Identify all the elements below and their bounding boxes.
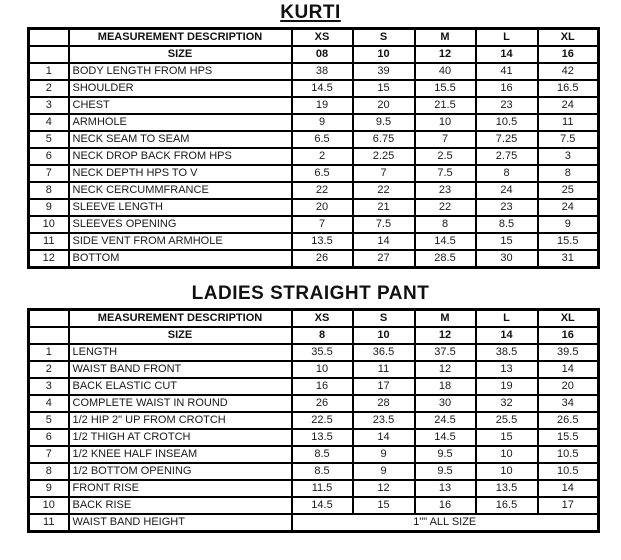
measurement-description-header: MEASUREMENT DESCRIPTION [69, 310, 292, 328]
value-cell: 38 [292, 63, 353, 80]
value-cell: 18 [415, 378, 476, 395]
size-value-cell: 16 [538, 327, 599, 344]
value-cell: 15 [353, 497, 415, 514]
measurement-row [29, 63, 599, 80]
size-value-cell: 14 [476, 46, 538, 63]
measurement-row [29, 114, 599, 131]
row-number-cell: 4 [29, 114, 69, 131]
value-cell: 10 [476, 446, 538, 463]
description-cell: BACK ELASTIC CUT [69, 378, 292, 395]
value-cell: 14.5 [292, 80, 353, 97]
value-cell: 3 [538, 148, 599, 165]
value-cell: 21 [353, 199, 415, 216]
description-cell: SHOULDER [69, 80, 292, 97]
value-cell: 15 [353, 80, 415, 97]
size-column-header: M [415, 29, 476, 47]
value-cell: 40 [415, 63, 476, 80]
description-cell: NECK DEPTH HPS TO V [69, 165, 292, 182]
measurement-row [29, 216, 599, 233]
value-cell: 23 [415, 182, 476, 199]
value-cell: 10 [476, 463, 538, 480]
size-row [29, 327, 599, 344]
size-value-cell: 8 [292, 327, 353, 344]
value-cell: 8 [538, 165, 599, 182]
measurement-row [29, 395, 599, 412]
value-cell: 8.5 [476, 216, 538, 233]
size-column-header: L [476, 29, 538, 47]
value-cell: 20 [353, 97, 415, 114]
size-column-header: XL [538, 29, 599, 47]
value-cell: 16 [476, 80, 538, 97]
description-cell: WAIST BAND FRONT [69, 361, 292, 378]
size-value-cell: 10 [353, 46, 415, 63]
description-cell: BOTTOM [69, 250, 292, 268]
value-cell: 9 [353, 446, 415, 463]
size-value-cell: 16 [538, 46, 599, 63]
value-cell: 7 [415, 131, 476, 148]
row-number-cell: 3 [29, 378, 69, 395]
value-cell: 7.5 [538, 131, 599, 148]
value-cell: 20 [538, 378, 599, 395]
description-cell: WAIST BAND HEIGHT [69, 514, 292, 532]
value-cell: 7 [292, 216, 353, 233]
row-number-cell: 4 [29, 395, 69, 412]
value-cell: 12 [353, 480, 415, 497]
row-number-cell: 7 [29, 165, 69, 182]
value-cell: 7.5 [415, 165, 476, 182]
value-cell: 27 [353, 250, 415, 268]
value-cell: 8 [476, 165, 538, 182]
corner-cell [29, 29, 69, 47]
value-cell: 9.5 [415, 446, 476, 463]
value-cell: 25 [538, 182, 599, 199]
value-cell: 2.25 [353, 148, 415, 165]
row-number-cell: 1 [29, 344, 69, 361]
value-cell: 37.5 [415, 344, 476, 361]
corner-cell [29, 46, 69, 63]
value-cell: 8 [415, 216, 476, 233]
row-number-cell: 5 [29, 131, 69, 148]
size-value-cell: 14 [476, 327, 538, 344]
description-cell: SIDE VENT FROM ARMHOLE [69, 233, 292, 250]
value-cell: 24 [538, 97, 599, 114]
value-cell: 14 [353, 233, 415, 250]
size-value-cell: 12 [415, 327, 476, 344]
value-cell: 14 [353, 429, 415, 446]
measurement-row [29, 250, 599, 268]
value-cell: 2.75 [476, 148, 538, 165]
column-header-row [29, 310, 599, 328]
measurement-row [29, 233, 599, 250]
column-header-row [29, 29, 599, 47]
description-cell: 1/2 KNEE HALF INSEAM [69, 446, 292, 463]
pant-measurement-table [27, 308, 600, 533]
description-cell: SLEEVES OPENING [69, 216, 292, 233]
kurti-title: KURTI [280, 2, 341, 23]
size-column-header: M [415, 310, 476, 328]
value-cell: 36.5 [353, 344, 415, 361]
value-cell: 11.5 [292, 480, 353, 497]
size-value-cell: 10 [353, 327, 415, 344]
row-number-cell: 7 [29, 446, 69, 463]
value-cell: 14 [538, 361, 599, 378]
value-cell: 13.5 [476, 480, 538, 497]
description-cell: FRONT RISE [69, 480, 292, 497]
description-cell: NECK CERCUMMFRANCE [69, 182, 292, 199]
description-cell: 1/2 BOTTOM OPENING [69, 463, 292, 480]
value-cell: 23 [476, 199, 538, 216]
value-cell: 22 [415, 199, 476, 216]
merged-value-cell: 1"" ALL SIZE [292, 514, 599, 532]
value-cell: 16.5 [538, 80, 599, 97]
measurement-row [29, 429, 599, 446]
size-column-header: S [353, 310, 415, 328]
value-cell: 14.5 [292, 497, 353, 514]
row-number-cell: 10 [29, 216, 69, 233]
measurement-row [29, 463, 599, 480]
row-number-cell: 12 [29, 250, 69, 268]
size-column-header: XL [538, 310, 599, 328]
description-cell: BODY LENGTH FROM HPS [69, 63, 292, 80]
value-cell: 24 [538, 199, 599, 216]
row-number-cell: 2 [29, 80, 69, 97]
value-cell: 10.5 [538, 463, 599, 480]
measurement-row [29, 412, 599, 429]
corner-cell [29, 310, 69, 328]
value-cell: 15.5 [538, 233, 599, 250]
description-cell: ARMHOLE [69, 114, 292, 131]
measurement-row [29, 344, 599, 361]
value-cell: 31 [538, 250, 599, 268]
size-value-cell: 08 [292, 46, 353, 63]
description-cell: BACK RISE [69, 497, 292, 514]
value-cell: 9 [353, 463, 415, 480]
value-cell: 10.5 [476, 114, 538, 131]
value-cell: 16 [292, 378, 353, 395]
size-row-label: SIZE [69, 46, 292, 63]
value-cell: 15 [476, 429, 538, 446]
value-cell: 38.5 [476, 344, 538, 361]
value-cell: 2.5 [415, 148, 476, 165]
value-cell: 42 [538, 63, 599, 80]
value-cell: 15.5 [415, 80, 476, 97]
measurement-row [29, 361, 599, 378]
value-cell: 41 [476, 63, 538, 80]
row-number-cell: 9 [29, 480, 69, 497]
value-cell: 26 [292, 395, 353, 412]
value-cell: 7 [353, 165, 415, 182]
value-cell: 9 [292, 114, 353, 131]
row-number-cell: 10 [29, 497, 69, 514]
row-number-cell: 11 [29, 514, 69, 532]
row-number-cell: 2 [29, 361, 69, 378]
size-column-header: XS [292, 310, 353, 328]
description-cell: CHEST [69, 97, 292, 114]
value-cell: 17 [353, 378, 415, 395]
value-cell: 9.5 [415, 463, 476, 480]
size-value-cell: 12 [415, 46, 476, 63]
corner-cell [29, 327, 69, 344]
value-cell: 22 [353, 182, 415, 199]
measurement-row [29, 165, 599, 182]
description-cell: LENGTH [69, 344, 292, 361]
size-column-header: L [476, 310, 538, 328]
row-number-cell: 8 [29, 463, 69, 480]
value-cell: 8.5 [292, 463, 353, 480]
value-cell: 11 [538, 114, 599, 131]
value-cell: 22 [292, 182, 353, 199]
value-cell: 17 [538, 497, 599, 514]
measurement-row [29, 131, 599, 148]
value-cell: 30 [415, 395, 476, 412]
row-number-cell: 9 [29, 199, 69, 216]
value-cell: 7.25 [476, 131, 538, 148]
value-cell: 14.5 [415, 429, 476, 446]
value-cell: 24.5 [415, 412, 476, 429]
value-cell: 39 [353, 63, 415, 80]
value-cell: 15 [476, 233, 538, 250]
value-cell: 13 [476, 361, 538, 378]
description-cell: NECK DROP BACK FROM HPS [69, 148, 292, 165]
measurement-row [29, 497, 599, 514]
value-cell: 28 [353, 395, 415, 412]
row-number-cell: 6 [29, 148, 69, 165]
measurement-row [29, 80, 599, 97]
row-number-cell: 6 [29, 429, 69, 446]
measurement-row [29, 199, 599, 216]
value-cell: 15.5 [538, 429, 599, 446]
measurement-row [29, 182, 599, 199]
kurti-measurement-table [27, 27, 600, 269]
value-cell: 34 [538, 395, 599, 412]
pant-title: LADIES STRAIGHT PANT [191, 283, 430, 304]
value-cell: 12 [415, 361, 476, 378]
value-cell: 24 [476, 182, 538, 199]
value-cell: 11 [353, 361, 415, 378]
description-cell: NECK SEAM TO SEAM [69, 131, 292, 148]
value-cell: 14 [538, 480, 599, 497]
description-cell: COMPLETE WAIST IN ROUND [69, 395, 292, 412]
value-cell: 26 [292, 250, 353, 268]
size-row-label: SIZE [69, 327, 292, 344]
value-cell: 13.5 [292, 233, 353, 250]
row-number-cell: 8 [29, 182, 69, 199]
value-cell: 10.5 [538, 446, 599, 463]
row-number-cell: 5 [29, 412, 69, 429]
value-cell: 9 [538, 216, 599, 233]
description-cell: 1/2 THIGH AT CROTCH [69, 429, 292, 446]
measurement-row [29, 514, 599, 532]
value-cell: 20 [292, 199, 353, 216]
value-cell: 22.5 [292, 412, 353, 429]
value-cell: 6.5 [292, 165, 353, 182]
description-cell: 1/2 HIP 2" UP FROM CROTCH [69, 412, 292, 429]
measurement-description-header: MEASUREMENT DESCRIPTION [69, 29, 292, 47]
value-cell: 6.75 [353, 131, 415, 148]
value-cell: 23.5 [353, 412, 415, 429]
value-cell: 39.5 [538, 344, 599, 361]
measurement-row [29, 378, 599, 395]
value-cell: 6.5 [292, 131, 353, 148]
row-number-cell: 3 [29, 97, 69, 114]
value-cell: 10 [292, 361, 353, 378]
row-number-cell: 1 [29, 63, 69, 80]
value-cell: 13 [415, 480, 476, 497]
value-cell: 28.5 [415, 250, 476, 268]
value-cell: 25.5 [476, 412, 538, 429]
description-cell: SLEEVE LENGTH [69, 199, 292, 216]
size-row [29, 46, 599, 63]
size-column-header: XS [292, 29, 353, 47]
measurement-row [29, 148, 599, 165]
value-cell: 16.5 [476, 497, 538, 514]
measurement-row [29, 446, 599, 463]
measurement-row [29, 480, 599, 497]
value-cell: 10 [415, 114, 476, 131]
value-cell: 9.5 [353, 114, 415, 131]
value-cell: 35.5 [292, 344, 353, 361]
row-number-cell: 11 [29, 233, 69, 250]
value-cell: 14.5 [415, 233, 476, 250]
value-cell: 16 [415, 497, 476, 514]
value-cell: 23 [476, 97, 538, 114]
value-cell: 30 [476, 250, 538, 268]
value-cell: 2 [292, 148, 353, 165]
value-cell: 19 [292, 97, 353, 114]
measurement-row [29, 97, 599, 114]
size-column-header: S [353, 29, 415, 47]
value-cell: 26.5 [538, 412, 599, 429]
value-cell: 8.5 [292, 446, 353, 463]
value-cell: 32 [476, 395, 538, 412]
value-cell: 19 [476, 378, 538, 395]
value-cell: 7.5 [353, 216, 415, 233]
value-cell: 21.5 [415, 97, 476, 114]
value-cell: 13.5 [292, 429, 353, 446]
